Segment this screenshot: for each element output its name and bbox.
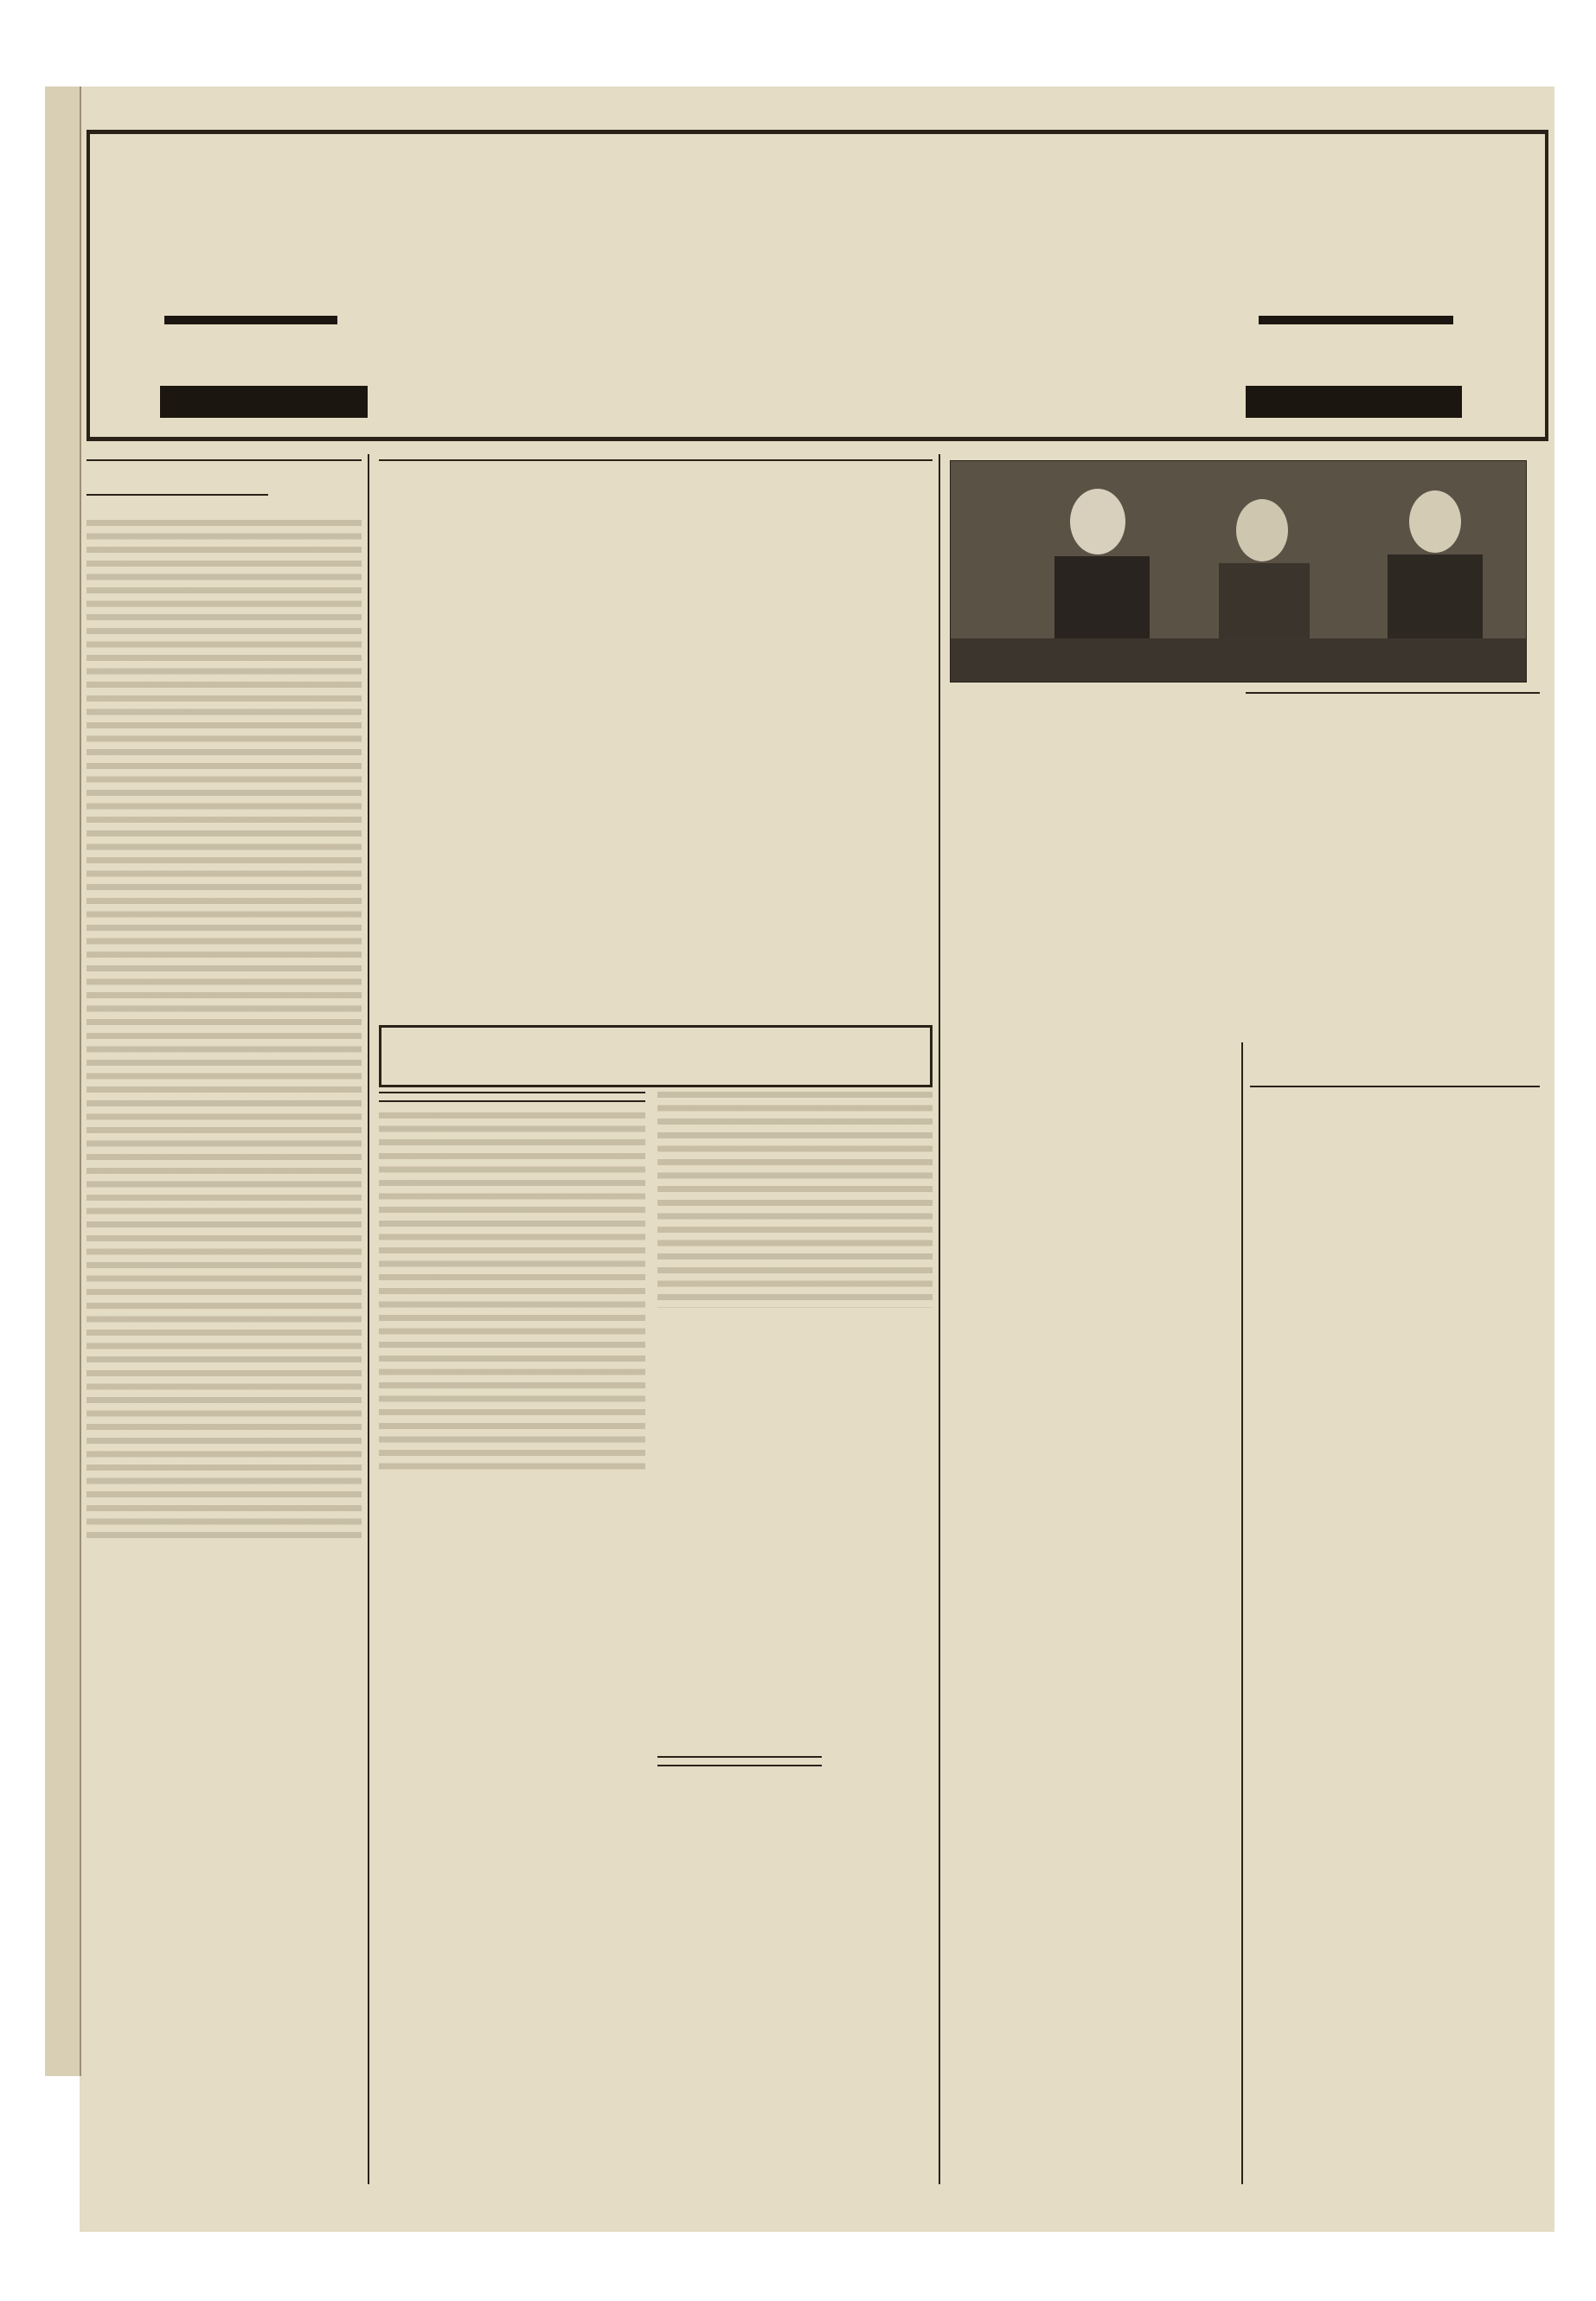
verduistering-heading bbox=[1250, 1086, 1540, 1091]
laval-article bbox=[950, 800, 1235, 812]
strip-gap bbox=[45, 87, 80, 138]
masthead-top-rule bbox=[87, 130, 1548, 134]
kijkvenster-body bbox=[379, 1112, 645, 1476]
stichtelijke-body bbox=[87, 520, 362, 1541]
kijkvenster-heading bbox=[379, 1092, 645, 1102]
stichtelijke-title-rule bbox=[87, 494, 268, 496]
text-filler bbox=[657, 1092, 933, 1308]
column-rule-1 bbox=[368, 454, 369, 2184]
publisher-band bbox=[1246, 386, 1462, 418]
masthead-right-rule bbox=[1545, 130, 1548, 441]
text-filler bbox=[87, 520, 362, 1541]
text-filler bbox=[379, 1112, 645, 1476]
buitenland-article bbox=[657, 1756, 933, 1775]
kijkvenster-continued bbox=[657, 1092, 933, 1311]
right-column bbox=[1250, 1077, 1540, 1091]
subtitle-rule-left bbox=[164, 316, 337, 324]
waffen-ss-ad bbox=[379, 1025, 933, 1087]
appears-band bbox=[160, 386, 368, 418]
column-rule-2 bbox=[939, 454, 940, 2184]
column-rule-3 bbox=[1241, 1042, 1243, 2184]
stichtelijke-heading bbox=[87, 454, 362, 461]
stichtelijke-column bbox=[87, 454, 362, 1541]
masthead-left-rule bbox=[87, 130, 90, 441]
left-page-strip bbox=[45, 87, 81, 2076]
bekendmaking-box bbox=[1246, 692, 1540, 702]
oproep-col-a bbox=[379, 495, 645, 503]
masthead-bottom-rule bbox=[87, 437, 1548, 441]
buitenland-heading bbox=[657, 1756, 822, 1766]
bekendmaking-heading bbox=[1246, 692, 1540, 697]
oproep-article bbox=[379, 454, 933, 461]
laval-photo bbox=[950, 460, 1527, 683]
kijkvenster-article bbox=[379, 1092, 645, 1476]
subtitle-rule-right bbox=[1259, 316, 1453, 324]
oproep-heading bbox=[379, 454, 933, 461]
photo-figures-icon bbox=[951, 461, 1526, 682]
